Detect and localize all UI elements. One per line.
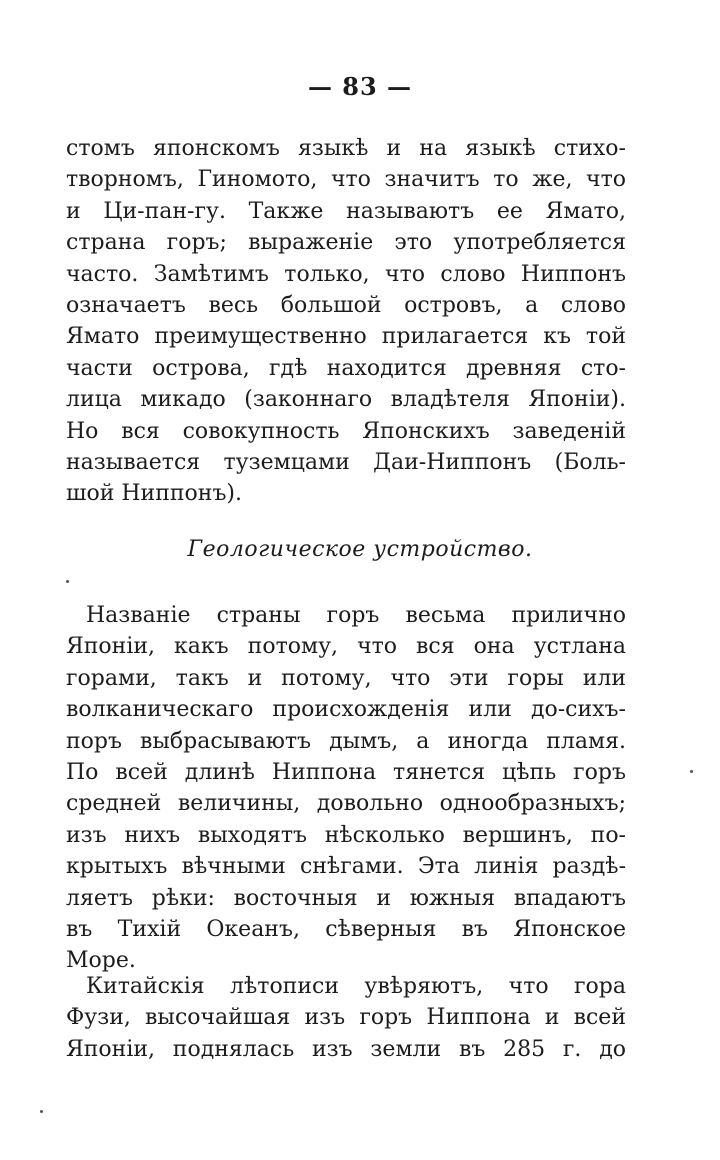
text-line: Японіи, поднялась изъ земли въ 285 г. до <box>66 1036 626 1062</box>
text-line: часто. Замѣтимъ только, что слово Ниппонъ <box>66 261 626 287</box>
text-line: ляетъ рѣки: восточныя и южныя впадаютъ <box>66 885 626 911</box>
text-line: и Ци-пан-гу. Также называютъ ее Ямато, <box>66 198 626 224</box>
text-line: части острова, гдѣ находится древняя сто- <box>66 355 626 381</box>
print-speck <box>66 580 69 583</box>
text-line: Названіе страны горъ весьма прилично <box>86 603 626 628</box>
text-line: средней величины, довольно однообразныхъ; <box>66 791 626 817</box>
text-line: изъ нихъ выходятъ нѣсколько вершинъ, по- <box>66 822 626 848</box>
text-line: Китайскія лѣтописи увѣряютъ, что гора <box>86 974 626 999</box>
text-line: называется туземцами Даи-Ниппонъ (Боль- <box>66 450 626 476</box>
text-line: лица микадо (законнаго владѣтеля Японіи). <box>66 387 626 413</box>
text-line: творномъ, Гиномото, что значитъ то же, что <box>66 167 626 193</box>
text-line: Ямато преимущественно прилагается къ той <box>66 324 626 350</box>
print-speck <box>40 1110 43 1113</box>
text-line: крытыхъ вѣчными снѣгами. Эта линія раздѣ- <box>66 854 626 880</box>
paragraph-japan-names <box>66 133 626 510</box>
text-line: волканическаго происхожденія или до-сихъ- <box>66 697 626 723</box>
text-line: По всей длинѣ Ниппона тянется цѣпь горъ <box>66 760 626 786</box>
text-line: Японіи, какъ потому, что вся она устлана <box>66 634 626 660</box>
paragraph-fuji <box>66 971 626 1065</box>
print-speck <box>690 770 693 773</box>
text-line: стомъ японскомъ языкѣ и на языкѣ стихо- <box>66 136 626 161</box>
page-number: — 83 — <box>307 72 413 101</box>
text-line: Но вся совокупность Японскихъ заведеній <box>66 418 626 444</box>
text-line: въ Тихій Океанъ, сѣверныя въ Японское <box>66 917 626 943</box>
text-line: означаетъ весь большой островъ, а слово <box>66 293 626 319</box>
text-line: шой Ниппонъ). <box>66 481 243 507</box>
paragraph-mountains <box>66 600 626 977</box>
text-line: страна горъ; выраженіе это употребляется <box>66 230 626 256</box>
section-heading: Геологическое устройство. <box>187 537 533 562</box>
text-line: Фузи, высочайшая изъ горъ Ниппона и всей <box>66 1005 626 1031</box>
text-line: Море. <box>66 948 136 974</box>
text-line: горами, такъ и потому, что эти горы или <box>66 665 626 691</box>
text-line: поръ выбрасываютъ дымъ, а иногда пламя. <box>66 728 626 754</box>
